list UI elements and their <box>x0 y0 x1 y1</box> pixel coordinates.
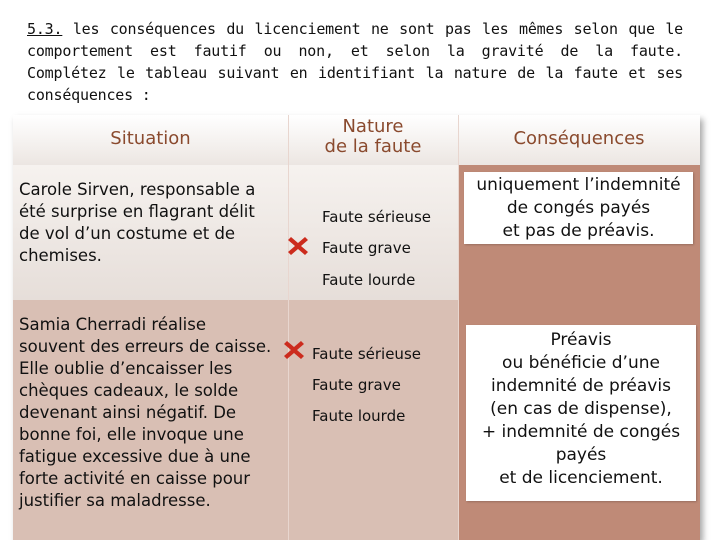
row1-consequence-box: uniquement l’indemnité de congés payés et pas de préavis. <box>464 172 693 244</box>
consequences-table <box>13 115 700 540</box>
row1-situation-text: Carole Sirven, responsable a été surprise en flagrant délit de vol d’un costume et de chemises. <box>19 180 256 265</box>
row1-option-faute-grave: Faute grave <box>322 239 411 257</box>
row1-option-faute-serieuse: Faute sérieuse <box>322 208 431 226</box>
instructions: 5.3. les conséquences du licenciement ne sont pas les mêmes selon que le comportement est fautif ou non, et selon la gravité de la faute. Complétez le tableau suivant en identifiant la nature de la faute et ses conséquences : <box>27 20 683 104</box>
header-consequences: Conséquences <box>513 128 645 149</box>
row2-consequence-box: Préavis ou bénéficie d’une indemnité de préavis (en cas de dispense), + indemnité de congés payés et de licenciement. <box>466 325 696 501</box>
row1-option-faute-lourde: Faute lourde <box>322 271 416 289</box>
row2-option-faute-lourde: Faute lourde <box>312 407 406 425</box>
red-cross-icon <box>287 235 309 257</box>
row2-situation-text: Samia Cherradi réalise souvent des erreurs de caisse. Elle oublie d’encaisser les chèques cadeaux, le solde devenant ainsi négatif. De bonne foi, elle invoque une fatigue excessive due à une forte activité en caisse pour justifier sa maladresse. <box>19 315 272 510</box>
row2-option-faute-serieuse: Faute sérieuse <box>312 345 421 363</box>
red-cross-icon <box>283 339 305 361</box>
row2-option-faute-grave: Faute grave <box>312 376 401 394</box>
header-situation: Situation <box>110 128 191 149</box>
table-header-row <box>13 115 700 165</box>
column-divider <box>288 115 289 540</box>
column-divider <box>458 115 459 540</box>
header-nature: Nature de la faute <box>324 116 422 157</box>
question-number: 5.3. <box>27 20 63 38</box>
